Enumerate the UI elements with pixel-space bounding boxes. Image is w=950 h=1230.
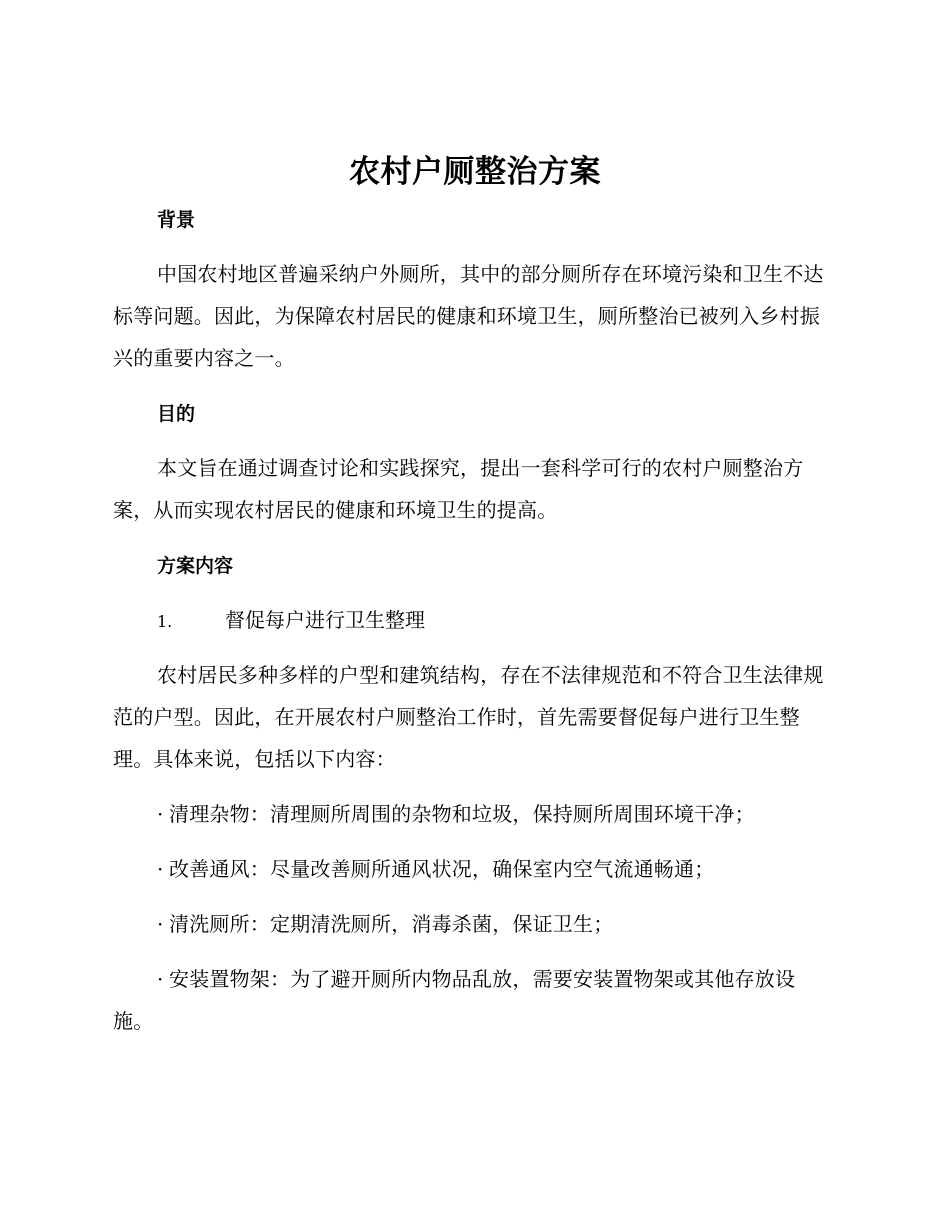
document-title: 农村户厕整治方案	[349, 154, 601, 190]
item-number: 1.	[157, 612, 173, 631]
bullet-dot: ·	[157, 857, 164, 881]
bullet-dot: ·	[157, 912, 164, 936]
heading-background: 背景	[157, 209, 196, 231]
bullet-text: 清洗厕所：定期清洗厕所，消毒杀菌，保证卫生；	[169, 912, 614, 936]
heading-purpose: 目的	[157, 403, 196, 425]
bullet-dot: ·	[157, 967, 164, 991]
bullet-text: 改善通风：尽量改善厕所通风状况，确保室内空气流通畅通；	[169, 857, 715, 881]
paragraph-background: 中国农村地区普遍采纳户外厕所，其中的部分厕所存在环境污染和卫生不达标等问题。因此，为保障农村居民的健康和环境卫生，厕所整治已被列入乡村振兴的重要内容之一。	[113, 262, 824, 370]
bullet-item	[157, 798, 833, 830]
bullet-text: 清理杂物：清理厕所周围的杂物和垃圾，保持厕所周围环境干净；	[169, 802, 755, 826]
numbered-item-1	[157, 604, 425, 638]
paragraph-purpose: 本文旨在通过调查讨论和实践探究，提出一套科学可行的农村户厕整治方案，从而实现农村居民的健康和环境卫生的提高。	[113, 456, 804, 522]
bullet-dot: ·	[157, 802, 164, 826]
heading-plan-content: 方案内容	[157, 555, 234, 577]
item-text: 督促每户进行卫生整理	[225, 608, 425, 632]
bullet-item	[157, 853, 833, 885]
bullet-item	[157, 908, 833, 940]
bullet-item	[113, 958, 833, 1042]
paragraph-plan-content: 农村居民多种多样的户型和建筑结构，存在不法律规范和不符合卫生法律规范的户型。因此，在开展农村户厕整治工作时，首先需要督促每户进行卫生整理。具体来说，包括以下内容：	[113, 663, 824, 771]
bullet-text: 安装置物架：为了避开厕所内物品乱放，需要安装置物架或其他存放设施。	[113, 967, 796, 1033]
